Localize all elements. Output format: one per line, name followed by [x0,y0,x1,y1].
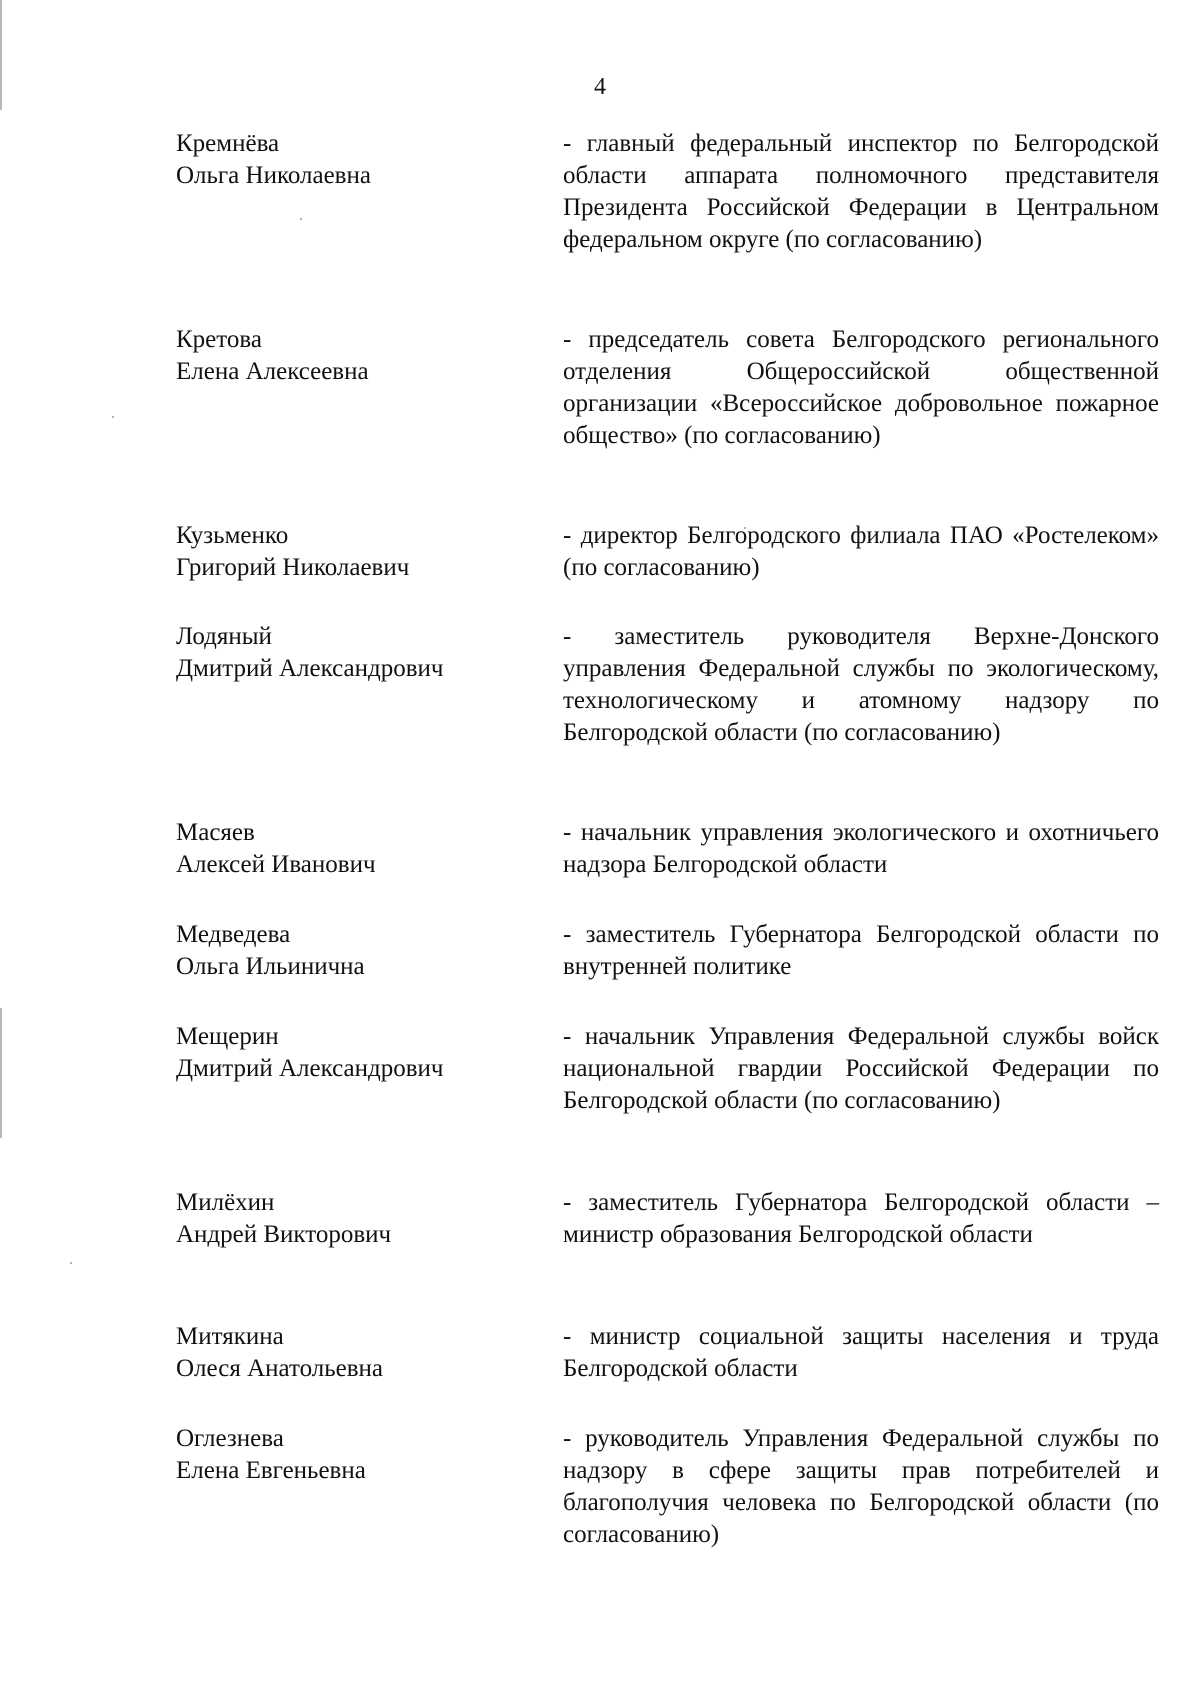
member-given-names: Григорий Николаевич [176,554,410,581]
member-given-names: Алексей Иванович [176,851,376,878]
member-given-names: Ольга Николаевна [176,162,371,189]
member-entry [0,520,1200,621]
member-surname: Кузьменко [176,522,289,549]
member-surname: Кретова [176,326,262,353]
member-entry [0,324,1200,520]
member-given-names: Дмитрий Александрович [176,1055,444,1082]
member-entry [0,817,1200,919]
member-name [176,621,536,685]
member-position: - начальник управления экологического и охотничьего надзора Белгородской области [563,819,1159,878]
member-name [176,1187,536,1251]
member-list [0,128,1200,1563]
member-surname: Милёхин [176,1189,275,1216]
member-name [176,324,536,388]
member-surname: Медведева [176,921,291,948]
member-entry [0,1423,1200,1563]
member-position: - заместитель Губернатора Белгородской области – министр образования Белгородской области [563,1189,1159,1248]
member-position: - руководитель Управления Федеральной службы по надзору в сфере защиты прав потребителей и благополучия человека по Белгородской области (по согласованию) [563,1425,1159,1548]
member-given-names: Елена Алексеевна [176,358,369,385]
member-surname: Масяев [176,819,255,846]
member-surname: Мещерин [176,1023,279,1050]
member-entry [0,1021,1200,1187]
member-given-names: Андрей Викторович [176,1221,392,1248]
member-entry [0,128,1200,324]
member-surname: Оглезнева [176,1425,284,1452]
member-position: - начальник Управления Федеральной службы войск национальной гвардии Российской Федерации по Белгородской области (по согласованию) [563,1023,1159,1114]
member-position: - заместитель Губернатора Белгородской области по внутренней политике [563,921,1159,980]
member-surname: Кремнёва [176,130,280,157]
member-entry [0,919,1200,1021]
member-name [176,520,536,584]
member-position: - заместитель руководителя Верхне-Донского управления Федеральной службы по экологическому, технологическому и атомному надзору по Белгородской области (по согласованию) [563,623,1159,746]
member-name [176,1423,536,1487]
page-number: 4 [594,74,606,100]
member-name [176,128,536,192]
member-position: - председатель совета Белгородского регионального отделения Общероссийской общественной организации «Всероссийское добровольное пожарное общество» (по согласованию) [563,326,1159,449]
member-entry [0,1321,1200,1423]
member-given-names: Ольга Ильинична [176,953,365,980]
member-entry [0,1187,1200,1321]
member-given-names: Дмитрий Александрович [176,655,444,682]
member-name [176,817,536,881]
member-surname: Митякина [176,1323,284,1350]
member-position: - директор Белгородского филиала ПАО «Ростелеком» (по согласованию) [563,522,1159,581]
member-name [176,919,536,983]
member-name [176,1321,536,1385]
member-position: - министр социальной защиты населения и труда Белгородской области [563,1323,1159,1382]
member-entry [0,621,1200,817]
member-surname: Лодяный [176,623,272,650]
member-position: - главный федеральный инспектор по Белгородской области аппарата полномочного представителя Президента Российской Федерации в Центральном федеральном округе (по согласованию) [563,130,1159,253]
member-given-names: Елена Евгеньевна [176,1457,366,1484]
member-given-names: Олеся Анатольевна [176,1355,383,1382]
member-name [176,1021,536,1085]
